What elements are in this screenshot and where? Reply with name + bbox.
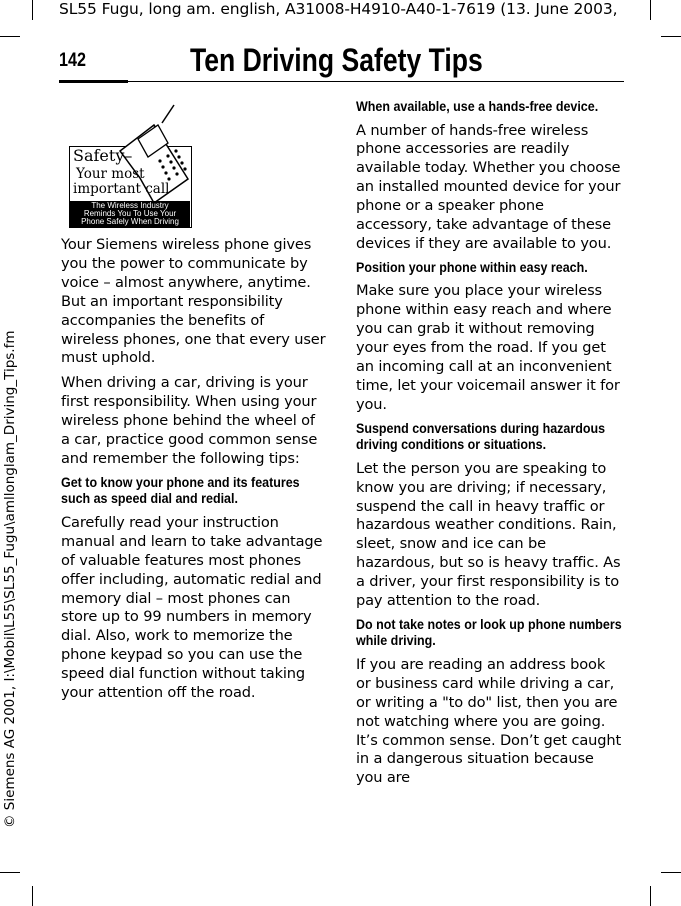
logo-line-2: Your most xyxy=(76,166,145,182)
logo-band-line-3: Phone Safely When Driving xyxy=(81,217,179,227)
logo-band xyxy=(70,201,190,227)
running-header: SL55 Fugu, long am. english, A31008-H4910-A40-1-7619 (13. June 2003, xyxy=(59,0,618,18)
logo-band-line-1: The Wireless Industry xyxy=(91,201,169,210)
crop-mark-top-left-v xyxy=(32,0,33,20)
crop-mark-bottom-right-v xyxy=(650,886,651,906)
crop-mark-bottom-left-h xyxy=(0,872,20,873)
crop-mark-top-left-h xyxy=(0,36,20,37)
crop-mark-top-right-h xyxy=(661,36,681,37)
header-rule-thin xyxy=(128,81,624,82)
tip-text-no-notes: If you are reading an address book or business card while driving a car, or writing a "to do" list, then you are not watching where you are going. It’s common sense. Don’t get caught in a dangerous situation because you are xyxy=(356,655,622,787)
logo-line-3: important call xyxy=(73,181,170,197)
crop-mark-bottom-left-v xyxy=(32,886,33,906)
intro-paragraph: Your Siemens wireless phone gives you the power to communicate by voice – almost anywhere, anytime. But an important responsibility accompanies the benefits of wireless phones, one that every user must uphold. xyxy=(61,236,326,367)
tip-heading-hands-free: When available, use a hands-free device. xyxy=(356,99,599,115)
tip-heading-know-phone: Get to know your phone and its features such as speed dial and redial. xyxy=(61,474,300,508)
logo-line-1: Safety– xyxy=(73,146,133,165)
left-column xyxy=(61,236,326,709)
page-title: Ten Driving Safety Tips xyxy=(190,42,483,78)
logo-band-line-2: Reminds You To Use Your xyxy=(83,209,177,219)
tip-text-suspend: Let the person you are speaking to know you are driving; if necessary, suspend the call in heavy traffic or hazardous weather conditions. Rain, sleet, snow and ice can be hazardous, but so is heavy traffic. As a driver, your first responsibility is to pay attention to the road. xyxy=(356,459,621,610)
right-column xyxy=(356,99,624,794)
tip-heading-no-notes: Do not take notes or look up phone numbers while driving. xyxy=(356,616,622,650)
tip-text-hands-free: A number of hands-free wireless phone accessories are readily available today. Whether you choose an installed mounted device for your phone or a speaker phone accessory, take advantage of these devices if they are available to you. xyxy=(356,121,621,252)
tip-text-know-phone: Carefully read your instruction manual and learn to take advantage of valuable features most phones offer including, automatic redial and memory dial – most phones can store up to 99 numbers in memory dial. Also, work to memorize the phone keypad so you can use the speed dial function without taking your attention off the road. xyxy=(61,513,323,702)
tip-heading-suspend: Suspend conversations during hazardous driving conditions or situations. xyxy=(356,420,606,454)
page-number: 142 xyxy=(59,50,86,71)
header-rule-thick xyxy=(59,80,128,83)
tip-text-position-phone: Make sure you place your wireless phone within easy reach and where you can grab it without removing your eyes from the road. If you get an incoming call at an inconvenient time, let your voicemail answer it for you. xyxy=(356,282,620,413)
crop-mark-bottom-right-h xyxy=(661,872,681,873)
sidebar-copyright: © Siemens AG 2001, I:\Mobil\L55\SL55_Fugu\amllonglam_Driving_Tips.fm xyxy=(2,330,18,828)
crop-mark-top-right-v xyxy=(650,0,651,20)
tip-heading-position-phone: Position your phone within easy reach. xyxy=(356,259,588,276)
driving-paragraph: When driving a car, driving is your first responsibility. When using your wireless phone behind the wheel of a car, practice good common sense and remember the following tips: xyxy=(61,374,318,467)
safety-logo xyxy=(62,103,192,229)
